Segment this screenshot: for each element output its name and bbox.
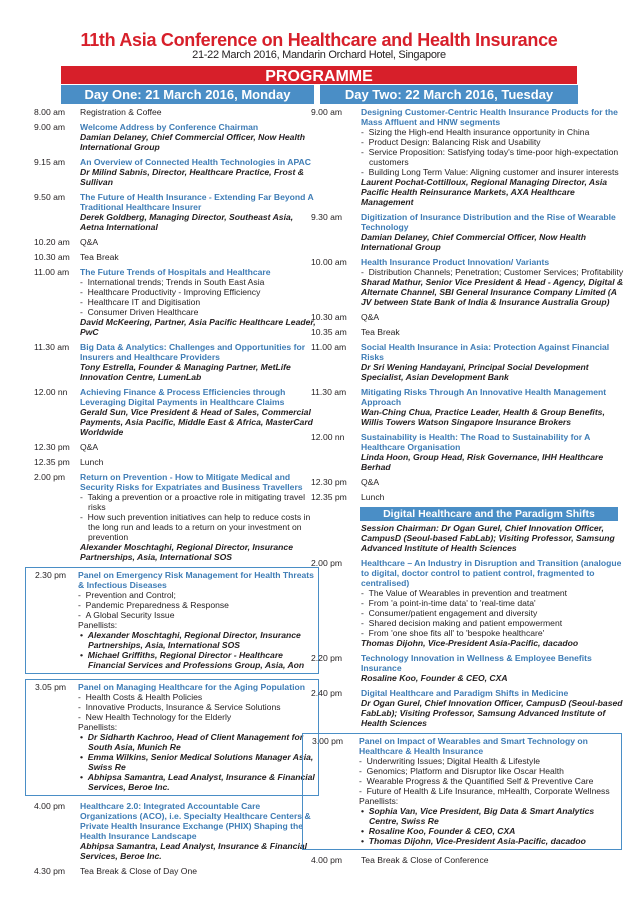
session-content xyxy=(78,682,316,792)
session-time: 2.00 pm xyxy=(311,558,343,568)
agenda-row xyxy=(28,267,316,337)
topic-point: - Health Costs & Health Policies xyxy=(78,692,316,702)
session-time: 9.50 am xyxy=(34,192,66,202)
session-title: An Overview of Connected Health Technologies in APAC xyxy=(80,157,311,167)
session-content xyxy=(80,442,316,452)
agenda-row xyxy=(305,855,625,865)
speaker: Gerald Sun, Vice President & Head of Sales, Commercial Payments, Asia Pacific, Middle East & Africa, MasterCard Worldwide xyxy=(80,407,313,437)
session-time: 4.00 pm xyxy=(34,801,66,811)
session-title: Welcome Address by Conference Chairman xyxy=(80,122,259,132)
session-time: 11.30 am xyxy=(34,342,70,352)
session-time: 4.30 pm xyxy=(34,866,66,876)
session-content xyxy=(78,570,316,670)
topic-point: - International trends; Trends in South East Asia xyxy=(80,277,316,287)
agenda-row xyxy=(305,257,625,307)
panellists-label: Panellists: xyxy=(359,796,399,806)
panellist: • Sophia Van, Vice President, Big Data & Smart Analytics Centre, Swiss Re xyxy=(359,806,619,826)
panellist: • Dr Sidharth Kachroo, Head of Client Management for South Asia, Munich Re xyxy=(78,732,316,752)
session-text: Q&A xyxy=(80,237,99,247)
agenda-row xyxy=(28,801,316,861)
conference-title: 11th Asia Conference on Healthcare and Health Insurance xyxy=(80,30,558,50)
session-content xyxy=(361,432,625,472)
panellist: • Abhipsa Samantra, Lead Analyst, Insurance & Financial Services, Beroe Inc. xyxy=(78,772,316,792)
agenda-row xyxy=(305,327,625,337)
topic-point: - Shared decision making and patient empowerment xyxy=(361,618,625,628)
session-time: 11.00 am xyxy=(34,267,70,277)
session-content xyxy=(361,492,625,502)
panellist: • Alexander Moschtaghi, Regional Director, Insurance Partnerships, Asia, International SOS xyxy=(78,630,316,650)
agenda-row xyxy=(28,442,316,452)
topic-point: - Distribution Channels; Penetration; Customer Services; Profitability xyxy=(361,267,625,277)
session-content xyxy=(361,688,625,728)
session-content xyxy=(361,855,625,865)
speaker: Dr Milind Sabnis, Director, Healthcare Practice, Frost & Sullivan xyxy=(80,167,304,187)
session-time: 9.30 am xyxy=(311,212,343,222)
agenda-row xyxy=(28,457,316,467)
session-time: 10.30 am xyxy=(34,252,70,262)
session-time: 10.35 am xyxy=(311,327,347,337)
session-text: Q&A xyxy=(361,312,380,322)
topic-point: - Product Design: Balancing Risk and Usability xyxy=(361,137,625,147)
topic-point: - How such prevention initiatives can help to reduce costs in the long run and leads to a return on your investment on prevention xyxy=(80,512,316,542)
agenda-row xyxy=(28,252,316,262)
session-title: Achieving Finance & Process Efficiencies through Leveraging Digital Payments in Healthcare Claims xyxy=(80,387,286,407)
agenda-row xyxy=(28,237,316,247)
topic-point: - Consumer/patient engagement and diversity xyxy=(361,608,625,618)
panel-session xyxy=(302,733,622,850)
session-content xyxy=(80,342,316,382)
speaker: Laurent Pochat-Cottilloux, Regional Managing Director, Asia Pacific Health Reinsurance Markets, AXA Healthcare Management xyxy=(361,177,608,207)
session-content xyxy=(361,212,625,252)
panel-session xyxy=(25,679,319,796)
speaker: Alexander Moschtaghi, Regional Director, Insurance Partnerships, Asia, International SOS xyxy=(80,542,293,562)
agenda-row xyxy=(305,432,625,472)
agenda-row xyxy=(305,312,625,322)
session-time: 3.05 pm xyxy=(35,682,67,692)
session-title: Designing Customer-Centric Health Insurance Products for the Mass Affluent and HNW segments xyxy=(361,107,618,127)
panel-session xyxy=(25,567,319,674)
session-text: Lunch xyxy=(80,457,104,467)
session-text: Tea Break & Close of Day One xyxy=(80,866,198,876)
session-time: 12.00 nn xyxy=(34,387,68,397)
session-content xyxy=(80,472,316,562)
session-chair-row xyxy=(305,523,625,553)
topic-point: - The Value of Wearables in prevention and treatment xyxy=(361,588,625,598)
session-content xyxy=(80,387,316,437)
topic-point: - Consumer Driven Healthcare xyxy=(80,307,316,317)
session-time: 2.30 pm xyxy=(35,570,67,580)
session-chairman: Session Chairman: Dr Ogan Gurel, Chief Innovation Officer, CampusD (Seoul-based FabLab); Visiting Professor, Samsung Advanced Institute of Health Sciences xyxy=(361,523,615,553)
session-text: Tea Break & Close of Conference xyxy=(361,855,489,865)
session-time: 10.20 am xyxy=(34,237,70,247)
session-title: Panel on Managing Healthcare for the Aging Population xyxy=(78,682,305,692)
segment-heading: Digital Healthcare and the Paradigm Shifts xyxy=(360,507,618,521)
panellists-label: Panellists: xyxy=(78,620,118,630)
agenda-row xyxy=(28,107,316,117)
session-time: 8.00 am xyxy=(34,107,66,117)
speaker: Sharad Mathur, Senior Vice President & Head - Agency, Digital & Alternate Channel, SBI General Insurance Company Limited (A JV between State Bank of India & Insurance Australia Group) xyxy=(361,277,624,307)
topic-point: - Building Long Term Value: Aligning customer and insurer interests xyxy=(361,167,625,177)
topic-point: - Pandemic Preparedness & Response xyxy=(78,600,316,610)
session-content xyxy=(361,558,625,648)
session-time: 11.00 am xyxy=(311,342,347,352)
session-content xyxy=(361,342,625,382)
panellist: • Rosaline Koo, Founder & CEO, CXA xyxy=(359,826,619,836)
topic-point: - New Health Technology for the Elderly xyxy=(78,712,316,722)
session-title: Social Health Insurance in Asia: Protection Against Financial Risks xyxy=(361,342,610,362)
speaker: Damian Delaney, Chief Commercial Officer, Now Health International Group xyxy=(361,232,586,252)
session-title: Sustainability is Health: The Road to Sustainability for A Healthcare Organisation xyxy=(361,432,591,452)
topic-point: - Healthcare Productivity - Improving Efficiency xyxy=(80,287,316,297)
agenda-row xyxy=(28,866,316,876)
topic-point: - From 'a point-in-time data' to 'real-time data' xyxy=(361,598,625,608)
session-title: Big Data & Analytics: Challenges and Opportunities for Insurers and Healthcare Providers xyxy=(80,342,306,362)
agenda-row xyxy=(28,387,316,437)
agenda-row xyxy=(305,477,625,487)
speaker: Abhipsa Samantra, Lead Analyst, Insurance & Financial Services, Beroe Inc. xyxy=(80,841,308,861)
agenda-row xyxy=(305,387,625,427)
session-time: 12.00 nn xyxy=(311,432,345,442)
session-content xyxy=(80,801,316,861)
speaker: Dr Ogan Gurel, Chief Innovation Officer, CampusD (Seoul-based FabLab); Visiting Professor, Samsung Advanced Institute of Health Sciences xyxy=(361,698,623,728)
session-title: Panel on Impact of Wearables and Smart Technology on Healthcare & Health Insurance xyxy=(359,736,588,756)
topic-point: - Future of Health & Life Insurance, mHealth, Corporate Wellness xyxy=(359,786,619,796)
speaker: Thomas Dijohn, Vice-President Asia-Pacific, dacadoo xyxy=(361,638,579,648)
session-time: 2.20 pm xyxy=(311,653,343,663)
session-time-blank xyxy=(305,523,361,553)
session-content xyxy=(80,457,316,467)
agenda-row xyxy=(305,558,625,648)
session-title: The Future of Health Insurance - Extending Far Beyond A Traditional Healthcare Insurer xyxy=(80,192,314,212)
speaker: Tony Estrella, Founder & Managing Partner, MetLife Innovation Centre, LumenLab xyxy=(80,362,291,382)
session-title: Panel on Emergency Risk Management for Health Threats & Infectious Diseases xyxy=(78,570,314,590)
session-content xyxy=(359,736,619,846)
day-two-column xyxy=(305,107,625,870)
session-content xyxy=(80,267,316,337)
session-title: Digitization of Insurance Distribution and the Rise of Wearable Technology xyxy=(361,212,616,232)
agenda-row xyxy=(28,472,316,562)
day-one-column xyxy=(28,107,316,881)
agenda-row xyxy=(305,107,625,207)
agenda-row xyxy=(305,342,625,382)
session-title: Mitigating Risks Through An Innovative Health Management Approach xyxy=(361,387,607,407)
session-time: 2.40 pm xyxy=(311,688,343,698)
session-title: Digital Healthcare and Paradigm Shifts in Medicine xyxy=(361,688,569,698)
session-time: 4.00 pm xyxy=(311,855,343,865)
session-content xyxy=(361,327,625,337)
day-two-heading: Day Two: 22 March 2016, Tuesday xyxy=(320,85,578,104)
session-time: 10.00 am xyxy=(311,257,347,267)
conference-subtitle: 21-22 March 2016, Mandarin Orchard Hotel, Singapore xyxy=(192,49,446,61)
agenda-row xyxy=(305,492,625,502)
session-content xyxy=(361,653,625,683)
session-title: The Future Trends of Hospitals and Healthcare xyxy=(80,267,271,277)
speaker: Linda Hoon, Group Head, Risk Governance, IHH Healthcare Berhad xyxy=(361,452,604,472)
session-time: 12.35 pm xyxy=(34,457,70,467)
session-title: Return on Prevention - How to Mitigate Medical and Security Risks for Expatriates and Business Travellers xyxy=(80,472,303,492)
topic-point: - A Global Security Issue xyxy=(78,610,316,620)
panellist: • Emma Wilkins, Senior Medical Solutions Manager Asia, Swiss Re xyxy=(78,752,316,772)
session-text: Q&A xyxy=(80,442,99,452)
agenda-row xyxy=(28,342,316,382)
session-text: Registration & Coffee xyxy=(80,107,162,117)
session-content xyxy=(361,312,625,322)
session-time: 10.30 am xyxy=(311,312,347,322)
session-title: Healthcare 2.0: Integrated Accountable Care Organizations (ACO), i.e. Specialty Healthcare Centers & Private Health Insurance Exchange (PHIX) Shaping the Health Insurance Landscape xyxy=(80,801,311,841)
session-text: Q&A xyxy=(361,477,380,487)
topic-point: - Wearable Progress & the Quantified Self & Preventive Care xyxy=(359,776,619,786)
speaker: Damian Delaney, Chief Commercial Officer, Now Health International Group xyxy=(80,132,305,152)
session-content xyxy=(361,257,625,307)
topic-point: - Innovative Products, Insurance & Service Solutions xyxy=(78,702,316,712)
session-time: 12.35 pm xyxy=(311,492,347,502)
session-time: 9.00 am xyxy=(34,122,66,132)
session-time: 12.30 pm xyxy=(34,442,70,452)
topic-point: - Service Proposition: Satisfying today's time-poor high-expectation customers xyxy=(361,147,625,167)
panellist: • Thomas Dijohn, Vice-President Asia-Pacific, dacadoo xyxy=(359,836,619,846)
speaker: Wan-Ching Chua, Practice Leader, Health & Group Benefits, Willis Towers Watson Singapore Insurance Brokers xyxy=(361,407,605,427)
programme-banner: PROGRAMME xyxy=(61,66,577,84)
session-time: 9.15 am xyxy=(34,157,66,167)
session-content xyxy=(361,477,625,487)
topic-point: - Underwriting Issues; Digital Health & Lifestyle xyxy=(359,756,619,766)
session-content xyxy=(80,192,316,232)
session-content xyxy=(80,122,316,152)
session-text: Lunch xyxy=(361,492,385,502)
session-content xyxy=(361,107,625,207)
agenda-row xyxy=(305,688,625,728)
session-content xyxy=(80,237,316,247)
session-text: Tea Break xyxy=(361,327,400,337)
panellists-label: Panellists: xyxy=(78,722,118,732)
session-title: Healthcare – An Industry in Disruption and Transition (analogue to digital, doctor control to patient control, fragmented to centralised) xyxy=(361,558,622,588)
session-title: Technology Innovation in Wellness & Employee Benefits Insurance xyxy=(361,653,592,673)
topic-point: - Healthcare IT and Digitisation xyxy=(80,297,316,307)
topic-point: - Prevention and Control; xyxy=(78,590,316,600)
speaker: Derek Goldberg, Managing Director, Southeast Asia, Aetna International xyxy=(80,212,294,232)
agenda-row xyxy=(305,653,625,683)
topic-point: - Genomics; Platform and Disruptor like Oscar Health xyxy=(359,766,619,776)
session-content xyxy=(80,866,316,876)
panellist: • Michael Griffiths, Regional Director - Healthcare Financial Services and Professions Group, Asia, Aon xyxy=(78,650,316,670)
session-time: 2.00 pm xyxy=(34,472,66,482)
day-one-heading: Day One: 21 March 2016, Monday xyxy=(61,85,314,104)
session-time: 12.30 pm xyxy=(311,477,347,487)
agenda-row xyxy=(28,122,316,152)
session-content xyxy=(80,107,316,117)
session-content xyxy=(80,252,316,262)
topic-point: - Taking a prevention or a proactive role in mitigating travel risks xyxy=(80,492,316,512)
session-content xyxy=(80,157,316,187)
session-text: Tea Break xyxy=(80,252,119,262)
speaker: Dr Sri Wening Handayani, Principal Social Development Specialist, Asian Development Bank xyxy=(361,362,589,382)
session-content xyxy=(361,387,625,427)
session-time: 3.00 pm xyxy=(312,736,344,746)
session-time: 11.30 am xyxy=(311,387,347,397)
topic-point: - From 'one shoe fits all' to 'bespoke healthcare' xyxy=(361,628,625,638)
agenda-row xyxy=(28,157,316,187)
speaker: Rosaline Koo, Founder & CEO, CXA xyxy=(361,673,508,683)
speaker: David McKeering, Partner, Asia Pacific Healthcare Leader, PwC xyxy=(80,317,316,337)
agenda-row xyxy=(305,212,625,252)
agenda-row xyxy=(28,192,316,232)
session-time: 9.00 am xyxy=(311,107,343,117)
session-title: Health Insurance Product Innovation/ Variants xyxy=(361,257,550,267)
topic-point: - Sizing the High-end Health insurance opportunity in China xyxy=(361,127,625,137)
